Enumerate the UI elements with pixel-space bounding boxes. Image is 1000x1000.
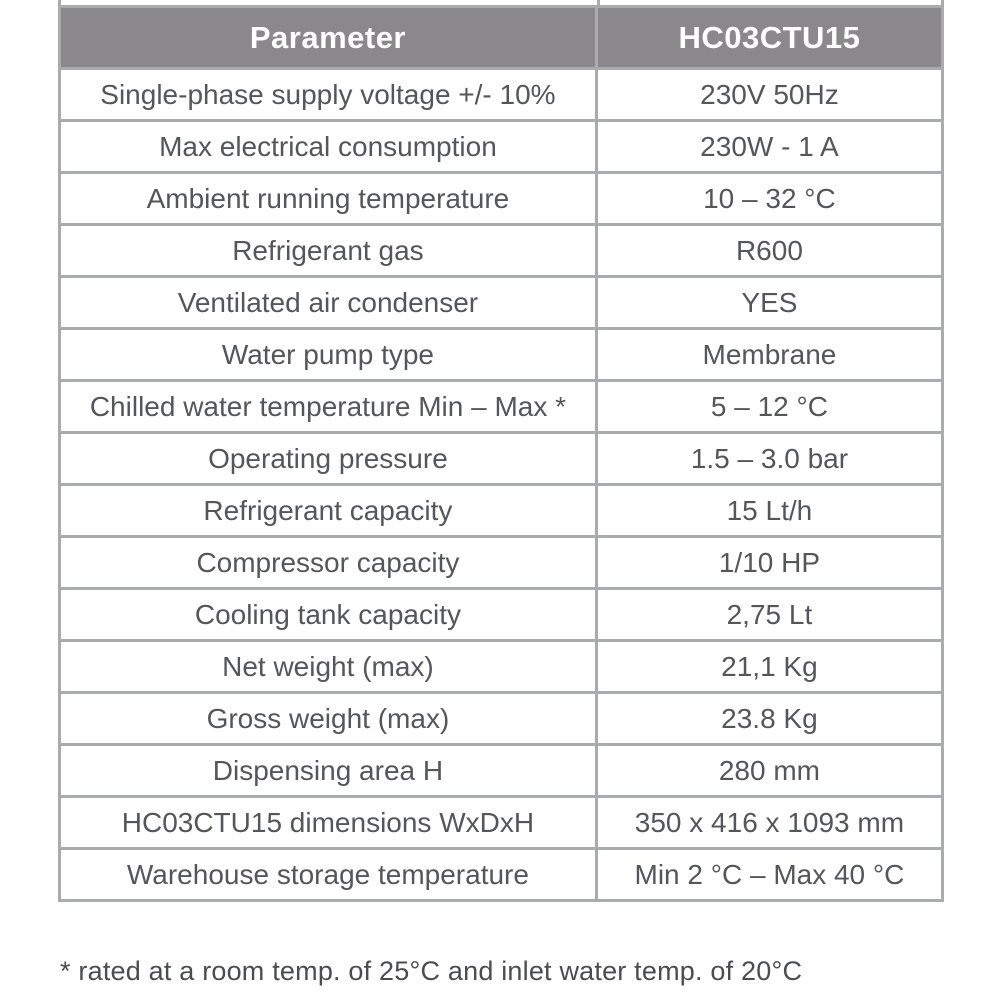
parameter-label: Cooling tank capacity (60, 589, 597, 641)
parameter-value: R600 (596, 225, 942, 277)
parameter-label: Gross weight (max) (60, 693, 597, 745)
parameter-label: Ambient running temperature (60, 173, 597, 225)
parameter-column-header: Parameter (60, 7, 597, 69)
parameter-label: Operating pressure (60, 433, 597, 485)
parameter-value: YES (596, 277, 942, 329)
left-rule-stub (58, 0, 61, 5)
table-row (60, 433, 943, 485)
spec-table (58, 5, 944, 902)
spec-table-body (60, 69, 943, 901)
parameter-value: 1.5 – 3.0 bar (596, 433, 942, 485)
parameter-value: 2,75 Lt (596, 589, 942, 641)
parameter-value: 1/10 HP (596, 537, 942, 589)
table-row (60, 589, 943, 641)
parameter-value: 350 x 416 x 1093 mm (596, 797, 942, 849)
table-row (60, 277, 943, 329)
parameter-label: Single-phase supply voltage +/- 10% (60, 69, 597, 121)
parameter-label: Dispensing area H (60, 745, 597, 797)
parameter-value: Min 2 °C – Max 40 °C (596, 849, 942, 901)
footnote: * rated at a room temp. of 25°C and inlet water temp. of 20°C (60, 956, 803, 986)
parameter-label: Water pump type (60, 329, 597, 381)
parameter-value: Membrane (596, 329, 942, 381)
parameter-value: 230V 50Hz (596, 69, 942, 121)
spec-table-header (60, 7, 943, 69)
table-row (60, 641, 943, 693)
model-column-header: HC03CTU15 (596, 7, 942, 69)
parameter-label: Net weight (max) (60, 641, 597, 693)
table-row (60, 329, 943, 381)
header-row (60, 7, 943, 69)
parameter-label: Warehouse storage temperature (60, 849, 597, 901)
table-row (60, 485, 943, 537)
column-rule-stub (597, 0, 600, 5)
parameter-value: 230W - 1 A (596, 121, 942, 173)
spec-sheet (58, 0, 944, 902)
parameter-label: Ventilated air condenser (60, 277, 597, 329)
table-row (60, 797, 943, 849)
parameter-label: Compressor capacity (60, 537, 597, 589)
table-row (60, 693, 943, 745)
cropped-row-sliver (58, 0, 944, 5)
table-row (60, 745, 943, 797)
table-row (60, 225, 943, 277)
parameter-label: Refrigerant capacity (60, 485, 597, 537)
parameter-label: HC03CTU15 dimensions WxDxH (60, 797, 597, 849)
parameter-label: Chilled water temperature Min – Max * (60, 381, 597, 433)
table-row (60, 121, 943, 173)
parameter-value: 280 mm (596, 745, 942, 797)
table-row (60, 537, 943, 589)
parameter-label: Max electrical consumption (60, 121, 597, 173)
table-row (60, 69, 943, 121)
table-row (60, 849, 943, 901)
parameter-value: 5 – 12 °C (596, 381, 942, 433)
parameter-label: Refrigerant gas (60, 225, 597, 277)
parameter-value: 10 – 32 °C (596, 173, 942, 225)
table-row (60, 381, 943, 433)
table-row (60, 173, 943, 225)
parameter-value: 15 Lt/h (596, 485, 942, 537)
right-rule-stub (941, 0, 944, 5)
parameter-value: 21,1 Kg (596, 641, 942, 693)
parameter-value: 23.8 Kg (596, 693, 942, 745)
